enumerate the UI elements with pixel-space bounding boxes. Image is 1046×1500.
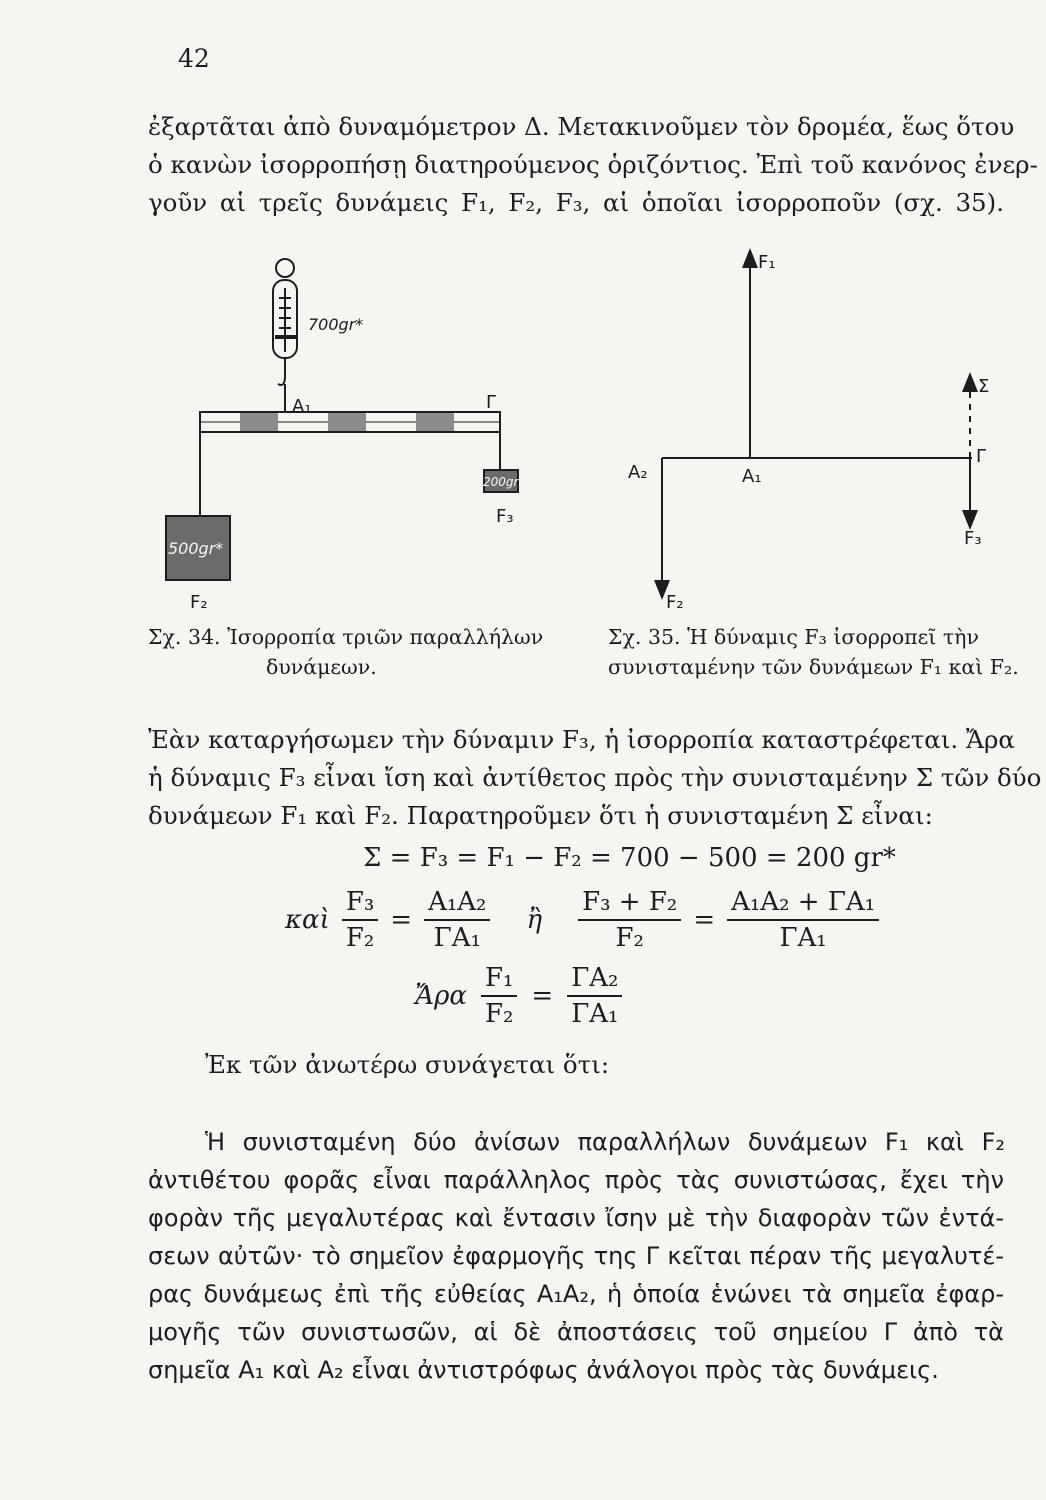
eq-or: ἢ xyxy=(526,905,543,935)
fig34-label-f2: F₂ xyxy=(190,592,208,613)
fig35-label-a2: A₂ xyxy=(628,462,648,483)
rule-line-2: ἀντιθέτου φορᾶς εἶναι παράλληλος πρὸς τὰς συνιστώσας, ἔχει τὴν xyxy=(148,1166,1004,1194)
rule-line-7: σημεῖα A₁ καὶ A₂ εἶναι ἀντιστρόφως ἀνάλογοι πρὸς τὰς δυνάμεις. xyxy=(148,1356,939,1384)
conclusion-intro: Ἐκ τῶν ἀνωτέρω συνάγεται ὅτι: xyxy=(205,1050,610,1079)
fig35-label-f3: F₃ xyxy=(964,528,982,549)
rule-line-1: Ἡ συνισταμένη δύο ἀνίσων παραλλήλων δυνάμεων F₁ καὶ F₂ xyxy=(205,1128,1005,1156)
intro-line-2: ὁ κανὼν ἰσορροπήσῃ διατηρούμενος ὁριζόντιος. Ἐπὶ τοῦ κανόνος ἐνερ- xyxy=(148,150,1038,179)
equation-ratio-row xyxy=(285,887,879,953)
frac-den: ΓA₁ xyxy=(571,999,619,1029)
frac-num: ΓA₂ xyxy=(567,963,622,997)
frac-f3-f2 xyxy=(342,887,378,953)
eq-sign: = xyxy=(390,905,413,935)
frac-f1-f2 xyxy=(481,963,517,1029)
frac-num: F₃ xyxy=(342,887,378,921)
eq-sign: = xyxy=(693,905,716,935)
rule-line-5: ρας δυνάμεως ἐπὶ τῆς εὐθείας A₁A₂, ἡ ὁποία ἑνώνει τὰ σημεῖα ἐφαρ- xyxy=(148,1280,1004,1308)
eq-ara: Ἄρα xyxy=(415,981,467,1011)
para2-line-1: Ἐὰν καταργήσωμεν τὴν δύναμιν F₃, ἡ ἰσορροπία καταστρέφεται. Ἄρα xyxy=(148,725,1015,754)
frac-num: F₁ xyxy=(481,963,517,997)
frac-num: A₁A₂ + ΓA₁ xyxy=(727,887,879,921)
frac-ga2-ga1 xyxy=(567,963,622,1029)
weight-200-label: 200gr* xyxy=(483,475,525,489)
equation-sigma: Σ = F₃ = F₁ − F₂ = 700 − 500 = 200 gr* xyxy=(363,843,896,873)
frac-f3f2-f2 xyxy=(578,887,681,953)
page-number: 42 xyxy=(178,44,210,73)
fig34-caption xyxy=(148,622,543,682)
frac-den: F₂ xyxy=(345,923,375,953)
eq-sign: = xyxy=(531,981,554,1011)
frac-den: ΓA₁ xyxy=(779,923,827,953)
dynamometer-ring xyxy=(276,259,294,277)
fig35-caption-line-2: συνισταμένην τῶν δυνάμεων F₁ καὶ F₂. xyxy=(608,655,1019,679)
frac-a1a2-ga1 xyxy=(424,887,490,953)
frac-den: F₂ xyxy=(615,923,644,953)
frac-num: A₁A₂ xyxy=(424,887,490,921)
fig34-caption-line-1: Σχ. 34. Ἰσορροπία τριῶν παραλλήλων xyxy=(148,625,544,649)
eq-kai: καὶ xyxy=(285,905,330,935)
intro-line-1: ἐξαρτᾶται ἀπὸ δυναμόμετρον Δ. Μετακινοῦμεν τὸν δρομέα, ἕως ὅτου xyxy=(148,112,1015,141)
rule-line-6: μογῆς τῶν συνιστωσῶν, αἱ δὲ ἀποστάσεις τοῦ σημείου Γ ἀπὸ τὰ xyxy=(148,1318,1004,1346)
frac-den: F₂ xyxy=(484,999,514,1029)
fig35-label-sigma: Σ xyxy=(978,376,990,397)
fig34-label-f3: F₃ xyxy=(496,506,514,527)
weight-500-label: 500gr* xyxy=(168,539,224,558)
frac-sum-ga1 xyxy=(727,887,879,953)
fig34-caption-line-2: δυνάμεων. xyxy=(266,655,377,679)
frac-den: ΓA₁ xyxy=(433,923,481,953)
frac-num: F₃ + F₂ xyxy=(578,887,681,921)
para2-line-2: ἡ δύναμις F₃ εἶναι ἴση καὶ ἀντίθετος πρὸς τὴν συνισταμένην Σ τῶν δύο xyxy=(148,763,1042,792)
rule-line-4: σεων αὐτῶν· τὸ σημεῖον ἐφαρμογῆς της Γ κεῖται πέραν τῆς μεγαλυτέ- xyxy=(148,1242,1004,1270)
figure-34 xyxy=(150,248,530,618)
fig34-label-g: Γ xyxy=(486,392,497,413)
para2-line-3: δυνάμεων F₁ καὶ F₂. Παρατηροῦμεν ὅτι ἡ συνισταμένη Σ εἶναι: xyxy=(148,801,933,830)
equation-ara-row xyxy=(415,963,622,1029)
dynamometer-hook xyxy=(278,358,285,385)
fig35-caption xyxy=(608,622,1019,682)
fig35-label-g: Γ xyxy=(976,446,987,467)
fig35-label-f1: F₁ xyxy=(758,252,776,273)
intro-line-3: γοῦν αἱ τρεῖς δυνάμεις F₁, F₂, F₃, αἱ ὁποῖαι ἰσορροποῦν (σχ. 35). xyxy=(148,188,1004,217)
fig35-label-a1: A₁ xyxy=(742,466,762,487)
dynamometer-reading: 700gr* xyxy=(308,315,364,334)
figure-35 xyxy=(600,240,1000,620)
fig34-label-a1: A₁ xyxy=(292,396,312,417)
fig35-caption-line-1: Σχ. 35. Ἡ δύναμις F₃ ἰσορροπεῖ τὴν xyxy=(608,625,979,649)
fig35-label-f2: F₂ xyxy=(666,592,684,613)
rule-line-3: φορὰν τῆς μεγαλυτέρας καὶ ἔντασιν ἴσην μὲ τὴν διαφορὰν τῶν ἐντά- xyxy=(148,1204,1004,1232)
